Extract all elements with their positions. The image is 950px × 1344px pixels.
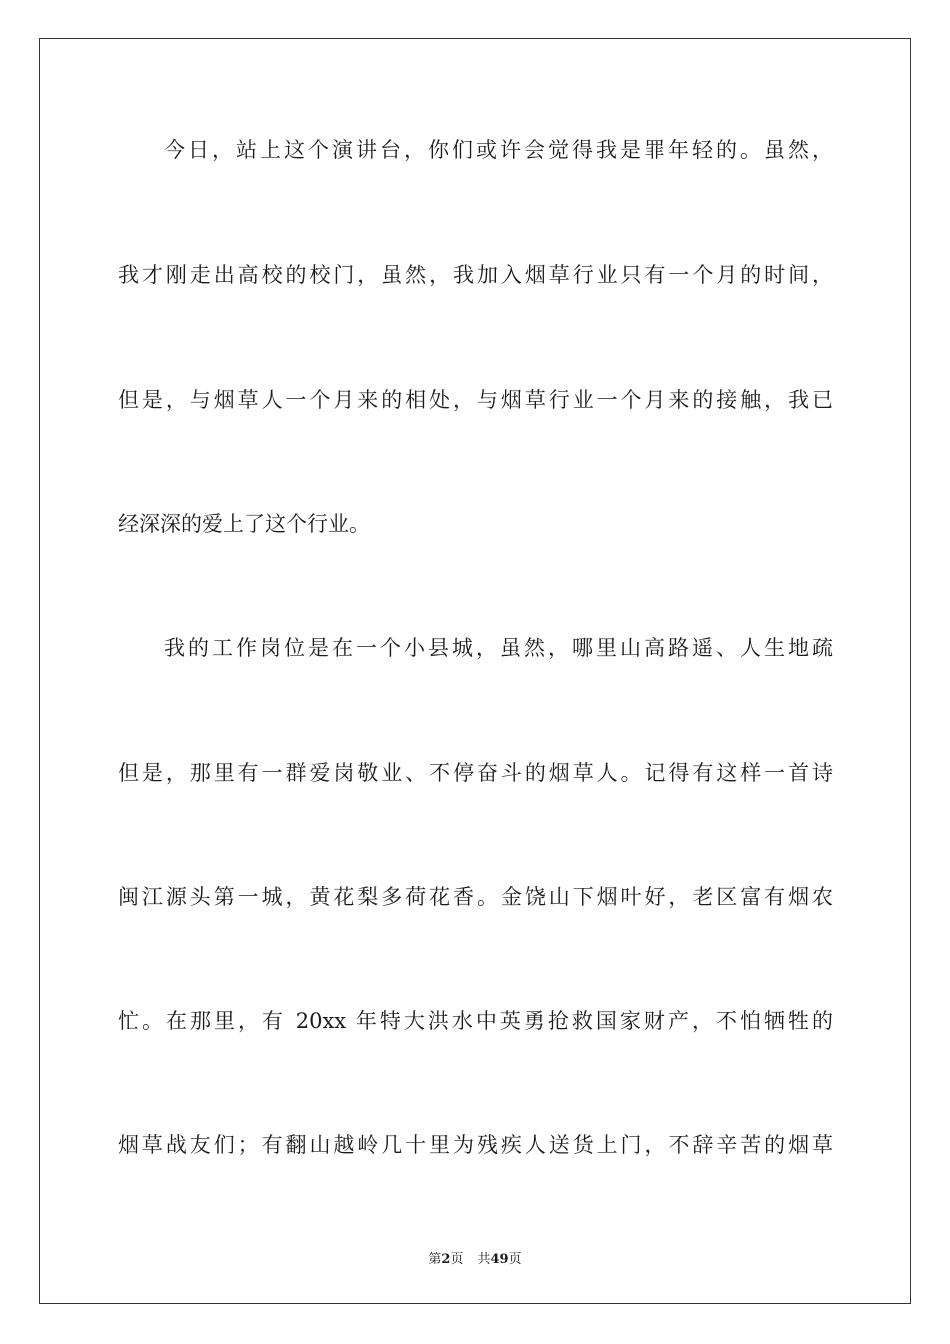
paragraph-1-line-3: 但是，与烟草人一个月来的相处，与烟草行业一个月来的接触，我已 [118,388,833,412]
page-border [39,38,911,1304]
paragraph-2-line-3: 闽江源头第一城，黄花梨多荷花香。金饶山下烟叶好，老区富有烟农 [118,885,833,909]
paragraph-2-line-2: 但是，那里有一群爱岗敬业、不停奋斗的烟草人。记得有这样一首诗 [118,761,833,785]
page-footer [0,1248,950,1267]
page-suffix: 页 [450,1252,464,1267]
current-page-number: 2 [441,1252,451,1267]
paragraph-2-line-4: 忙。在那里，有 20xx 年特大洪水中英勇抢救国家财产，不怕牺牲的 [118,1009,833,1033]
total-page-count: 49 [490,1252,509,1267]
total-prefix: 共 [477,1252,491,1267]
paragraph-2-line-5: 烟草战友们；有翻山越岭几十里为残疾人送货上门，不辞辛苦的烟草 [118,1133,833,1157]
total-suffix: 页 [508,1252,522,1267]
paragraph-1-line-1: 今日，站上这个演讲台，你们或许会觉得我是罪年轻的。虽然， [164,138,833,162]
page-prefix: 第 [428,1252,442,1267]
paragraph-1-line-2: 我才刚走出高校的校门，虽然，我加入烟草行业只有一个月的时间， [118,263,833,287]
paragraph-2-line-1: 我的工作岗位是在一个小县城，虽然，哪里山高路遥、人生地疏 [164,636,833,660]
paragraph-1-line-4: 经深深的爱上了这个行业。 [118,512,370,536]
